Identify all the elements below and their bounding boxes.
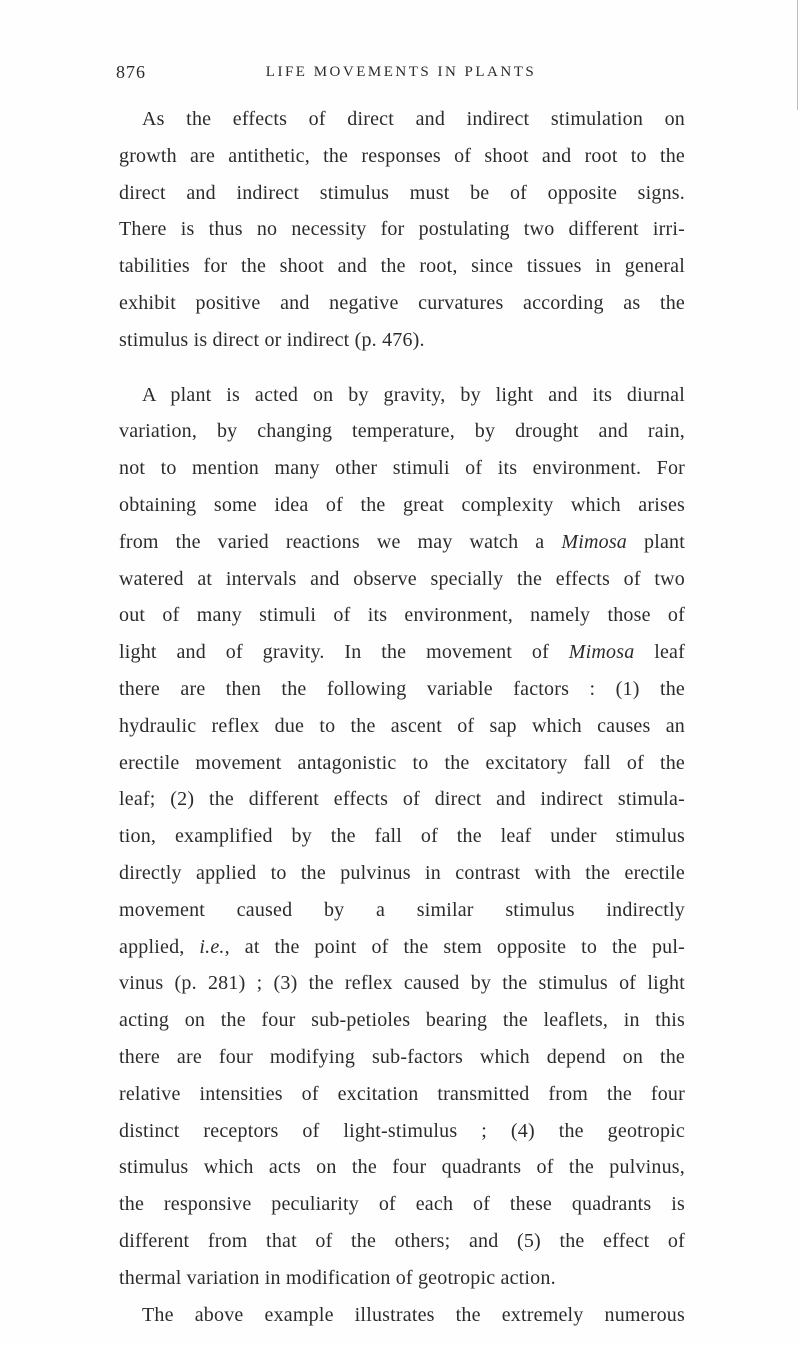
text-line: light and of gravity. In the movement of Mimosa leaf: [119, 641, 685, 664]
text-line: vinus (p. 281) ; (3) the reflex caused by the stimulus of light: [119, 972, 685, 995]
text-line: different from that of the others; and (5) the effect of: [119, 1229, 685, 1252]
text-line: variation, by changing temperature, by drought and rain,: [119, 420, 685, 443]
text-line: thermal variation in modification of geotropic action.: [119, 1266, 556, 1289]
text-line: the responsive peculiarity of each of these quadrants is: [119, 1193, 685, 1216]
page-header: [116, 62, 686, 88]
page-edge-line: [797, 0, 798, 110]
text-line: out of many stimuli of its environment, namely those of: [119, 604, 685, 627]
paragraph: [119, 1297, 685, 1334]
text-line: hydraulic reflex due to the ascent of sap which causes an: [119, 714, 685, 737]
page-number: 876: [116, 62, 146, 82]
text-line: distinct receptors of light-stimulus ; (4) the geotropic: [119, 1119, 685, 1142]
text-line: As the effects of direct and indirect stimulation on: [142, 108, 685, 130]
running-head: LIFE MOVEMENTS IN PLANTS: [265, 64, 537, 80]
text-line: obtaining some idea of the great complexity which arises: [119, 493, 685, 516]
italic-term: Mimosa: [561, 530, 628, 553]
text-line: stimulus is direct or indirect (p. 476).: [119, 328, 425, 351]
text-line: relative intensities of excitation transmitted from the four: [119, 1082, 685, 1105]
text-line: applied, i.e., at the point of the stem opposite to the pul-: [119, 935, 685, 958]
body-text: [119, 101, 685, 1333]
italic-term: i.e.: [199, 935, 225, 958]
text-line: there are then the following variable factors : (1) the: [119, 677, 685, 700]
text-line: not to mention many other stimuli of its environment. For: [119, 457, 685, 480]
text-line: erectile movement antagonistic to the excitatory fall of the: [119, 751, 685, 774]
text-line: from the varied reactions we may watch a Mimosa plant: [119, 530, 685, 553]
text-line: directly applied to the pulvinus in contrast with the erectile: [119, 861, 685, 884]
text-line: leaf; (2) the different effects of direct and indirect stimula-: [119, 788, 685, 811]
text-line: tion, examplified by the fall of the leaf under stimulus: [119, 825, 685, 848]
paragraph: [119, 101, 685, 359]
text-line: The above example illustrates the extremely numerous: [142, 1303, 685, 1326]
text-line: stimulus which acts on the four quadrants of the pulvinus,: [119, 1156, 685, 1179]
text-line: movement caused by a similar stimulus indirectly: [119, 898, 685, 921]
italic-term: Mimosa: [568, 641, 635, 664]
text-line: exhibit positive and negative curvatures according as the: [119, 291, 685, 314]
paragraph: [119, 377, 685, 1297]
text-line: growth are antithetic, the responses of shoot and root to the: [119, 144, 685, 167]
text-line: direct and indirect stimulus must be of opposite signs.: [119, 181, 685, 204]
text-line: There is thus no necessity for postulating two different irri-: [119, 218, 685, 241]
text-line: tabilities for the shoot and the root, since tissues in general: [119, 255, 685, 278]
text-line: watered at intervals and observe specially the effects of two: [119, 567, 685, 590]
paragraph-gap: [119, 359, 685, 377]
text-line: there are four modifying sub-factors which depend on the: [119, 1045, 685, 1068]
text-line: A plant is acted on by gravity, by light and its diurnal: [142, 383, 685, 406]
text-line: acting on the four sub-petioles bearing the leaflets, in this: [119, 1009, 685, 1032]
